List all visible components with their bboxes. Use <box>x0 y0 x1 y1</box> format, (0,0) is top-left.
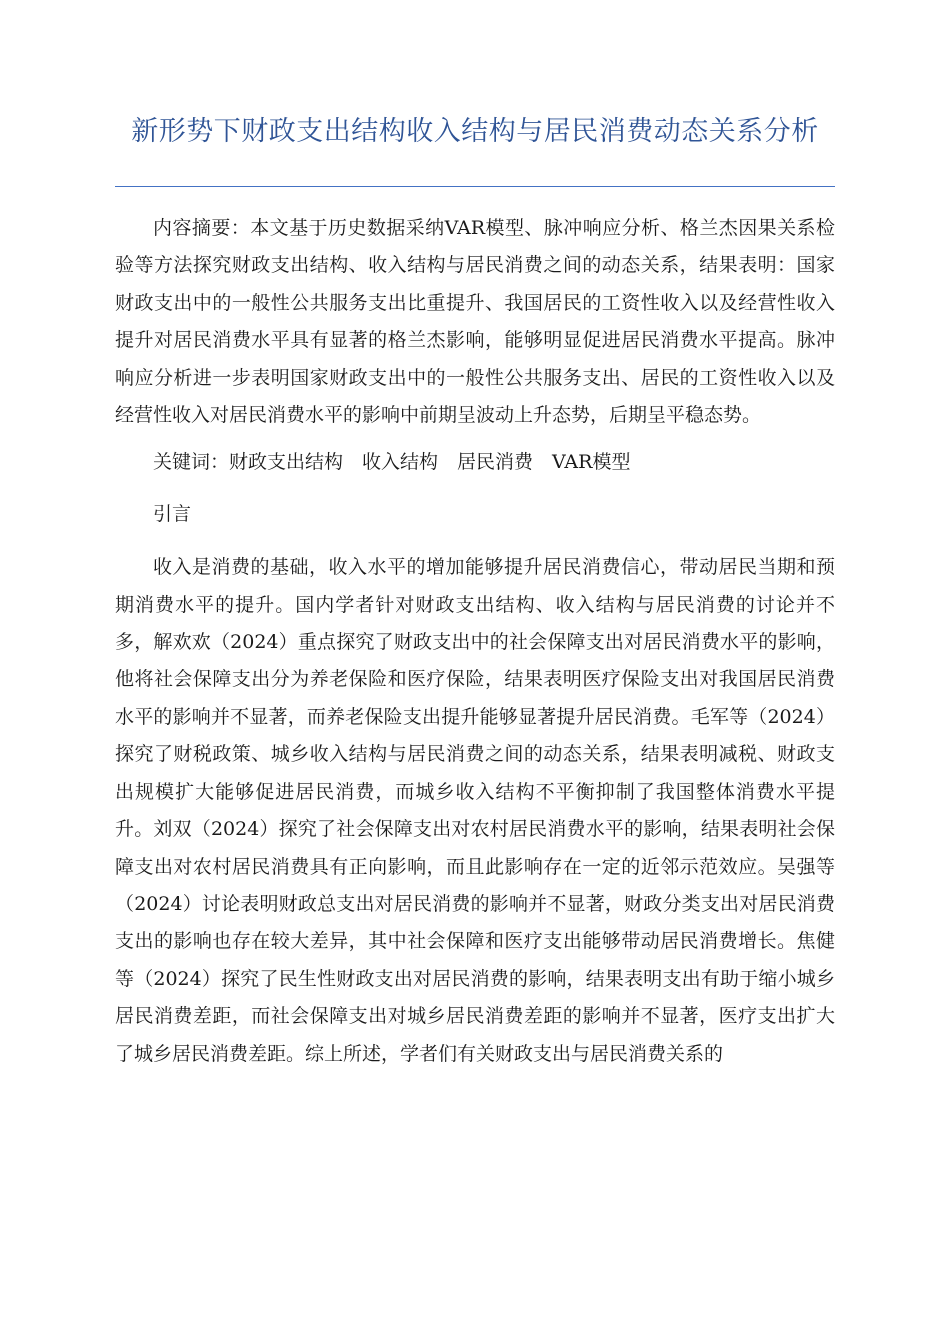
introduction-paragraph: 收入是消费的基础，收入水平的增加能够提升居民消费信心，带动居民当期和预期消费水平的提升。国内学者针对财政支出结构、收入结构与居民消费的讨论并不多，解欢欢（2024）重点探究了财政支出中的社会保障支出对居民消费水平的影响，他将社会保障支出分为养老保险和医疗保险，结果表明医疗保险支出对我国居民消费水平的影响并不显著，而养老保险支出提升能够显著提升居民消费。毛军等（2024）探究了财税政策、城乡收入结构与居民消费之间的动态关系，结果表明减税、财政支出规模扩大能够促进居民消费，而城乡收入结构不平衡抑制了我国整体消费水平提升。刘双（2024）探究了社会保障支出对农村居民消费水平的影响，结果表明社会保障支出对农村居民消费具有正向影响，而且此影响存在一定的近邻示范效应。吴强等（2024）讨论表明财政总支出对居民消费的影响并不显著，财政分类支出对居民消费支出的影响也存在较大差异，其中社会保障和医疗支出能够带动居民消费增长。焦健等（2024）探究了民生性财政支出对居民消费的影响，结果表明支出有助于缩小城乡居民消费差距，而社会保障支出对城乡居民消费差距的影响并不显著，医疗支出扩大了城乡居民消费差距。综上所述，学者们有关财政支出与居民消费关系的 <box>115 556 835 1065</box>
title-underline <box>115 186 835 187</box>
document-body <box>115 210 835 1073</box>
document-title: 新形势下财政支出结构收入结构与居民消费动态关系分析 <box>131 116 819 147</box>
section-heading-introduction: 引言 <box>153 502 192 525</box>
keywords-line: 关键词：财政支出结构 收入结构 居民消费 VAR模型 <box>153 451 631 474</box>
abstract-paragraph: 内容摘要：本文基于历史数据采纳VAR模型、脉冲响应分析、格兰杰因果关系检验等方法探究财政支出结构、收入结构与居民消费之间的动态关系，结果表明：国家财政支出中的一般性公共服务支出比重提升、我国居民的工资性收入以及经营性收入提升对居民消费水平具有显著的格兰杰影响，能够明显促进居民消费水平提高。脉冲响应分析进一步表明国家财政支出中的一般性公共服务支出、居民的工资性收入以及经营性收入对居民消费水平的影响中前期呈波动上升态势，后期呈平稳态势。 <box>115 217 835 427</box>
